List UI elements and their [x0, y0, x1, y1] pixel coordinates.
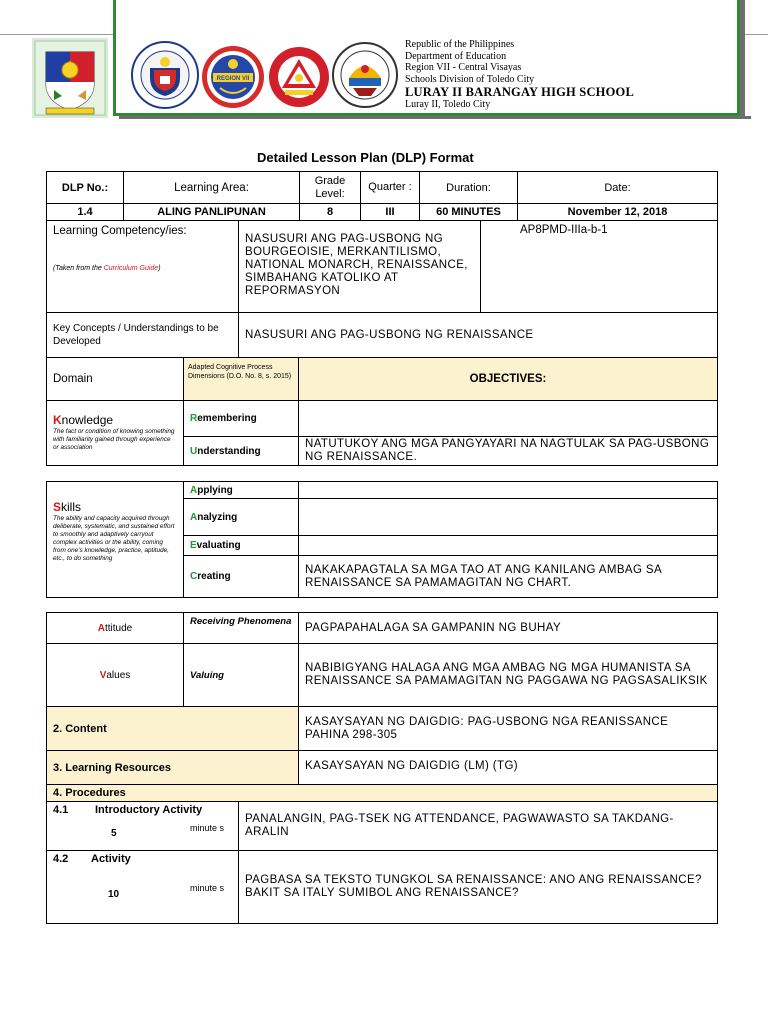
skills-rest: kills — [61, 500, 82, 514]
creating-initial: C — [190, 571, 198, 582]
level-remembering — [183, 400, 299, 437]
competency-code: AP8PMD-IIIa-b-1 — [480, 220, 718, 313]
level-applying — [183, 481, 299, 499]
objective-values: NABIBIGYANG HALAGA ANG MGA AMBAG NG MGA HUMANISTA SA RENAISSANCE SA PAMAMAGITAN NG PAGGAWA NG PAGSASALIKSIK — [298, 643, 718, 707]
value-quarter: III — [360, 203, 420, 221]
content-text: KASAYSAYAN NG DAIGDIG: PAG-USBONG NGA REANISSANCE PAHINA 298-305 — [298, 706, 718, 751]
procedure-1-name: Introductory Activity — [95, 804, 203, 816]
school-name: LURAY II BARANGAY HIGH SCHOOL — [405, 85, 634, 100]
applying-rest: pplying — [197, 484, 233, 496]
header-learning-area: Learning Area: — [123, 171, 300, 204]
value-date: November 12, 2018 — [517, 203, 718, 221]
procedure-introductory-cell — [46, 801, 239, 851]
level-evaluating — [183, 535, 299, 556]
attitude-initial: A — [97, 622, 105, 634]
remembering-initial: R — [190, 413, 198, 424]
applying-initial: A — [190, 484, 198, 496]
process-dimensions-header: Adapted Cognitive Process Dimensions (D.O. No. 8, s. 2015) — [183, 357, 299, 401]
procedure-1-minutes: 5 — [111, 828, 117, 839]
value-dlp-no: 1.4 — [46, 203, 124, 221]
procedure-activity-cell — [46, 850, 239, 924]
department-of-education-seal-logo — [268, 44, 330, 110]
values-domain — [46, 643, 184, 707]
letterhead-line-department: Department of Education — [405, 50, 507, 62]
key-concepts-label: Key Concepts / Understandings to be Developed — [46, 312, 239, 358]
philippine-seal-logo — [32, 38, 108, 118]
values-rest: alues — [106, 669, 131, 681]
region-vii-seal-logo — [200, 44, 266, 110]
level-understanding — [183, 436, 299, 466]
header-quarter: Quarter : — [360, 171, 420, 204]
skills-title — [53, 500, 177, 514]
procedure-1-unit: minute s — [190, 823, 225, 833]
knowledge-domain-cell — [46, 400, 184, 466]
key-concepts-text: NASUSURI ANG PAG-USBONG NG RENAISSANCE — [238, 312, 718, 358]
value-duration: 60 MINUTES — [419, 203, 518, 221]
procedure-2-name: Activity — [91, 853, 131, 865]
skills-initial: S — [53, 500, 62, 514]
procedure-2-minutes: 10 — [108, 889, 120, 900]
level-creating — [183, 555, 299, 598]
objective-evaluating — [298, 535, 718, 556]
skills-description: The ability and capacity acquired through deliberate, systematic, and sustained effort to smoothly and adaptively carryout complex activities or the ability, coming from one's knowledge, practice, aptitude, etc., to do something — [53, 515, 175, 562]
document-title: Detailed Lesson Plan (DLP) Format — [257, 150, 474, 165]
competency-note — [53, 265, 232, 272]
values-initial: V — [99, 669, 107, 681]
header-box-shadow — [119, 116, 751, 119]
evaluating-rest: valuating — [196, 540, 241, 551]
letterhead-line-region: Region VII - Central Visayas — [405, 62, 522, 74]
analyzing-initial: A — [190, 511, 198, 523]
value-grade-level: 8 — [299, 203, 361, 221]
value-learning-area: ALING PANLIPUNAN — [123, 203, 300, 221]
content-label: 2. Content — [46, 706, 299, 751]
objective-applying — [298, 481, 718, 499]
competency-note-suffix: ) — [158, 265, 161, 272]
letterhead-line-division: Schools Division of Toledo City — [405, 73, 535, 85]
attitude-domain — [46, 612, 184, 644]
procedure-introductory-text: PANALANGIN, PAG-TSEK NG ATTENDANCE, PAGWAWASTO SA TAKDANG- ARALIN — [238, 801, 718, 851]
learning-resources-text: KASAYSAYAN NG DAIGDIG (LM) (TG) — [298, 750, 718, 785]
letterhead-line-republic: Republic of the Philippines — [405, 39, 515, 50]
header-dlp-no: DLP No.: — [46, 171, 124, 204]
procedure-2-number: 4.2 — [53, 853, 69, 865]
objective-analyzing — [298, 498, 718, 536]
attitude-rest: ttitude — [104, 622, 133, 634]
analyzing-rest: nalyzing — [197, 511, 238, 523]
letterhead-text — [405, 39, 634, 111]
values-process: Valuing — [183, 643, 299, 707]
domain-header: Domain — [46, 357, 184, 401]
school-address: Luray II, Toledo City — [405, 99, 491, 111]
level-analyzing — [183, 498, 299, 536]
header-grade-level: Grade Level: — [299, 171, 361, 204]
objective-creating: NAKAKAPAGTALA SA MGA TAO AT ANG KANILANG AMBAG SA RENAISSANCE SA PAMAMAGITAN NG CHART. — [298, 555, 718, 598]
remembering-rest: emembering — [197, 413, 257, 424]
understanding-rest: nderstanding — [197, 445, 261, 457]
objective-understanding: NATUTUKOY ANG MGA PANGYAYARI NA NAGTULAK SA PAG-USBONG NG RENAISSANCE. — [298, 436, 718, 466]
procedure-2-unit: minute s — [190, 883, 225, 893]
creating-rest: reating — [197, 571, 231, 582]
knowledge-description: The fact or condition of knowing something with familiarity gained through experience or association — [53, 428, 175, 451]
skills-domain-cell — [46, 481, 184, 598]
understanding-initial: U — [190, 445, 198, 457]
procedure-1-number: 4.1 — [53, 804, 69, 816]
header-date: Date: — [517, 171, 718, 204]
knowledge-initial: K — [53, 413, 62, 427]
competency-note-highlight: Curriculum Guide — [103, 265, 159, 272]
objective-attitude: PAGPAPAHALAGA SA GAMPANIN NG BUHAY — [298, 612, 718, 644]
knowledge-rest: nowledge — [61, 413, 114, 427]
school-seal-logo — [331, 42, 399, 108]
svg-text:REGION VII: REGION VII — [216, 76, 250, 82]
attitude-process: Receiving Phenomena — [183, 612, 299, 644]
competency-label-cell — [46, 220, 239, 313]
competency-note-prefix: (Taken from the — [53, 265, 104, 272]
competency-text: NASUSURI ANG PAG-USBONG NG BOURGEOISIE, MERKANTILISMO, NATIONAL MONARCH, RENAISSANCE, SIMBAHANG KATOLIKO AT REPORMASYON — [238, 220, 481, 313]
objective-remembering — [298, 400, 718, 437]
knowledge-title — [53, 413, 177, 427]
competency-label: Learning Competency/ies: — [53, 225, 187, 237]
evaluating-initial: E — [190, 540, 197, 551]
header-duration: Duration: — [419, 171, 518, 204]
procedures-header: 4. Procedures — [46, 784, 718, 802]
deped-seal-logo — [130, 40, 200, 110]
header-box-shadow-right — [740, 0, 745, 119]
objectives-header: OBJECTIVES: — [298, 357, 718, 401]
learning-resources-label: 3. Learning Resources — [46, 750, 299, 785]
procedure-activity-text: PAGBASA SA TEKSTO TUNGKOL SA RENAISSANCE: ANO ANG RENAISSANCE? BAKIT SA ITALY SUMIBOL ANG RENAISSANCE? — [238, 850, 718, 924]
